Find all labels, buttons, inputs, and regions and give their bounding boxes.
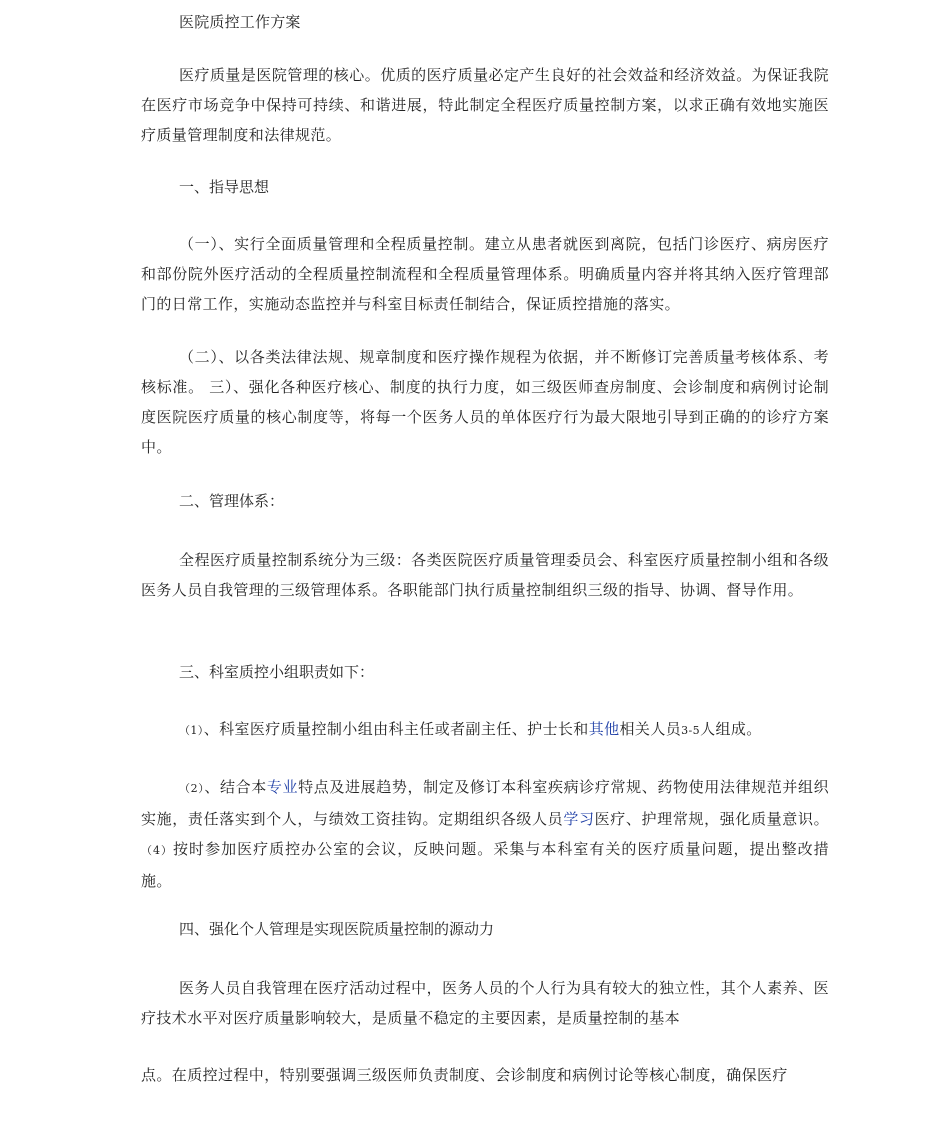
intro-paragraph: 医疗质量是医院管理的核心。优质的医疗质量必定产生良好的社会效益和经济效益。为保证我院在医疗市场竞争中保持可持续、和谐进展，特此制定全程医疗质量控制方案，以求正确有效地实施医疗质量管理制度和法律规范。: [141, 66, 829, 144]
item2-text-d: 按时参加医疗质控办公室的会议，反映问题。采集与本科室有关的医疗质量问题，提出整改措施。: [141, 840, 830, 890]
section3-item2: [141, 772, 829, 896]
section4-paragraph1: 医务人员自我管理在医疗活动过程中，医务人员的个人行为具有较大的独立性，其个人素养、医疗技术水平对医疗质量影响较大，是质量不稳定的主要因素，是质量控制的基本: [141, 979, 829, 1027]
item1-text-b: 相关人员: [619, 720, 682, 738]
document-title: 医院质控工作方案: [179, 13, 301, 31]
item2-text-a: 、结合本: [204, 778, 267, 796]
item2-link-study[interactable]: 学习: [563, 810, 595, 828]
item2-text-c: 医疗、护理常规，强化质量意识。: [594, 810, 829, 828]
section1-paragraph1: （一）、实行全面质量管理和全程质量控制。建立从患者就医到离院，包括门诊医疗、病房医疗和部份院外医疗活动的全程质量控制流程和全程质量管理体系。明确质量内容并将其纳入医疗管理部门的日常工作，实施动态监控并与科室目标责任制结合，保证质控措施的落实。: [141, 235, 829, 313]
item2-link-major[interactable]: 专业: [266, 778, 299, 796]
item1-count: 3-5: [681, 724, 701, 737]
section3-item1: [141, 714, 829, 746]
section1-heading: 一、指导思想: [179, 178, 270, 196]
item1-text-c: 人组成。: [700, 720, 762, 738]
section1-paragraph2: （二）、以各类法律法规、规章制度和医疗操作规程为依据，并不断修订完善质量考核体系、考核标准。 三）、强化各种医疗核心、制度的执行力度，如三级医师查房制度、会诊制度和病例讨论制度医院医疗质量的核心制度等，将每一个医务人员的单体医疗行为最大限地引导到正确的的诊疗方案中。: [141, 348, 829, 456]
section2-heading: 二、管理体系：: [179, 492, 285, 510]
item2-number: （2）: [179, 782, 205, 795]
item2-text-b: 特点及进展趋势，制定及修订本科室疾病诊疗常规、药物使用法律规范并组织实施，责任落实到个人，与绩效工资挂钩。定期组织各级人员: [141, 778, 829, 828]
section3-heading: 三、科室质控小组职责如下：: [179, 663, 375, 681]
item1-link-other[interactable]: 其他: [588, 720, 620, 738]
item4-number: （4）: [141, 844, 174, 857]
section2-paragraph1: 全程医疗质量控制系统分为三级：各类医院医疗质量管理委员会、科室医疗质量控制小组和各级医务人员自我管理的三级管理体系。各职能部门执行质量控制组织三级的指导、协调、督导作用。: [141, 551, 829, 599]
item1-number: （1）: [179, 724, 204, 737]
section4-paragraph2: 点。在质控过程中，特别要强调三级医师负责制度、会诊制度和病例讨论等核心制度，确保医疗: [141, 1066, 788, 1084]
item1-text-a: 、科室医疗质量控制小组由科主任或者副主任、护士长和: [203, 720, 589, 738]
section4-heading: 四、强化个人管理是实现医院质量控制的源动力: [179, 920, 495, 938]
